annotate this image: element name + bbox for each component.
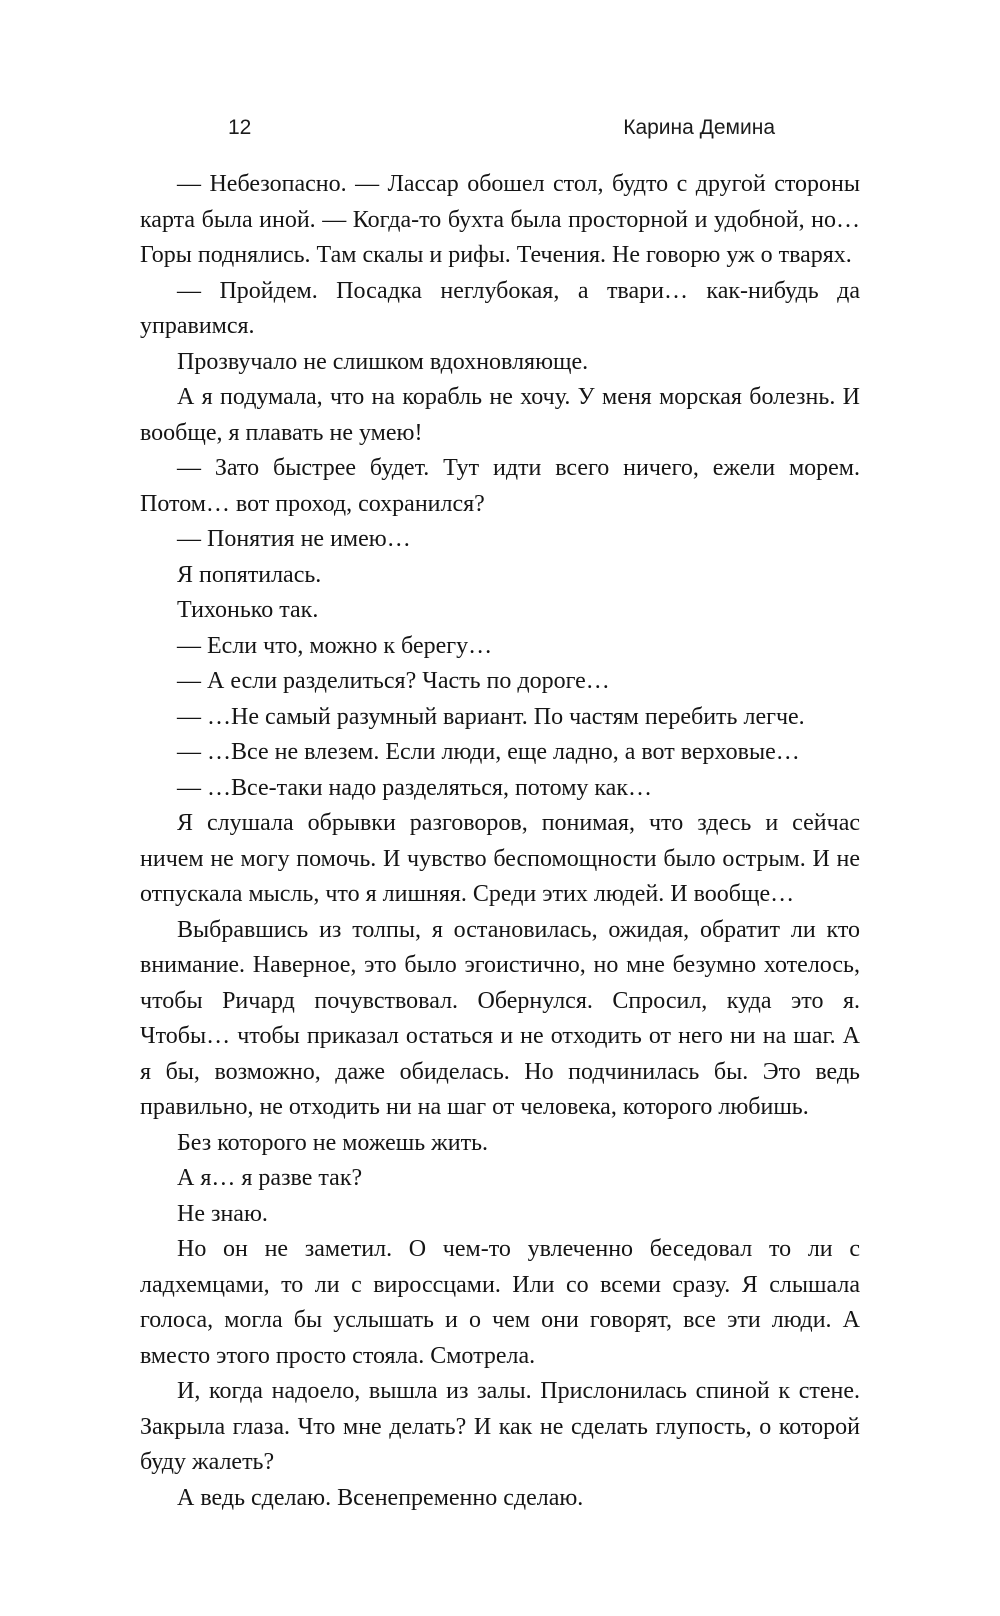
running-title: Карина Демина	[623, 116, 775, 139]
paragraph: — Небезопасно. — Лассар обошел стол, будто с другой стороны карта была иной. — Когда-то бухта была просторной и удобной, но… Горы поднялись. Там скалы и рифы. Течения. Не говорю уж о тварях.	[140, 171, 860, 268]
paragraph: Без которого не можешь жить.	[177, 1129, 489, 1156]
paragraph: — Если что, можно к берегу…	[177, 632, 493, 659]
page-header	[140, 116, 860, 140]
paragraph: — …Не самый разумный вариант. По частям перебить легче.	[177, 703, 805, 730]
paragraph: — …Все не влезем. Если люди, еще ладно, а вот верховые…	[177, 739, 800, 765]
paragraph: Я попятилась.	[177, 561, 322, 588]
paragraph: Не знаю.	[177, 1200, 268, 1227]
paragraph: Прозвучало не слишком вдохновляюще.	[177, 348, 589, 375]
page-number: 12	[228, 116, 252, 139]
paragraph: А я… я разве так?	[177, 1165, 363, 1191]
paragraph: — Пройдем. Посадка неглубокая, а твари… как-нибудь да управимся.	[140, 277, 860, 339]
paragraph: — Понятия не имею…	[177, 526, 411, 552]
paragraph: — …Все-таки надо разделяться, потому как…	[177, 774, 652, 801]
paragraph: А я подумала, что на корабль не хочу. У меня морская болезнь. И вообще, я плавать не умею!	[140, 384, 860, 446]
paragraph: Выбравшись из толпы, я остановилась, ожидая, обратит ли кто внимание. Наверное, это было эгоистично, но мне безумно хотелось, чтобы Ричард почувствовал. Обернулся. Спросил, куда это я. Чтобы… чтобы приказал остаться и не отходить от него ни на шаг. А я бы, возможно, даже обиделась. Но подчинилась бы. Это ведь правильно, не отходить ни на шаг от человека, которого любишь.	[140, 916, 860, 1120]
paragraph: А ведь сделаю. Всенепременно сделаю.	[177, 1484, 584, 1511]
paragraph: Тихонько так.	[177, 597, 319, 623]
page-body	[140, 167, 860, 1516]
paragraph: — А если разделиться? Часть по дороге…	[177, 668, 610, 694]
paragraph: Я слушала обрывки разговоров, понимая, что здесь и сейчас ничем не могу помочь. И чувство беспомощности было острым. И не отпускала мысль, что я лишняя. Среди этих людей. И вообще…	[140, 810, 860, 907]
paragraph: — Зато быстрее будет. Тут идти всего ничего, ежели морем. Потом… вот проход, сохранился?	[140, 455, 860, 517]
paragraph: И, когда надоело, вышла из залы. Прислонилась спиной к стене. Закрыла глаза. Что мне делать? И как не сделать глупость, о которой буду жалеть?	[140, 1378, 860, 1475]
paragraph: Но он не заметил. О чем-то увлеченно беседовал то ли с ладхемцами, то ли с вироссцами. Или со всеми сразу. Я слышала голоса, могла бы услышать и о чем они говорят, все эти люди. А вместо этого просто стояла. Смотрела.	[140, 1236, 860, 1369]
